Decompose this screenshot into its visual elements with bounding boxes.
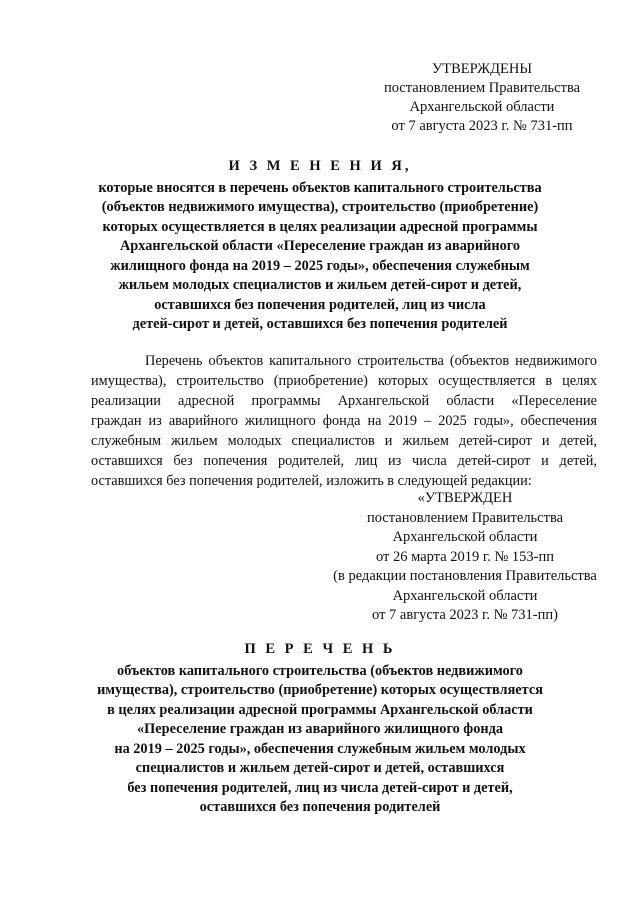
approval-top-line: постановлением Правительства [383, 80, 581, 96]
changes-subtitle-line: (объектов недвижимого имущества), строительство (приобретение) [101, 199, 539, 215]
changes-subtitle-line: жильем молодых специалистов и жильем детей-сирот и детей, [118, 277, 522, 293]
approval-top-line: Архангельской области [409, 99, 555, 115]
approval-second-line: от 7 августа 2023 г. № 731-пп) [372, 607, 558, 623]
changes-heading [80, 157, 560, 335]
list-subtitle-line: без попечения родителей, лиц из числа детей-сирот и детей, [127, 779, 513, 796]
list-subtitle-line: объектов капитального строительства (объектов недвижимого [117, 662, 523, 679]
list-title: П Е Р Е Ч Е Н Ь [244, 641, 396, 657]
list-subtitle-line: оставшихся без попечения родителей [199, 799, 441, 815]
approval-top-line: УТВЕРЖДЕНЫ [431, 61, 533, 77]
approval-second-line: от 26 марта 2019 г. № 153-пп [375, 548, 555, 565]
approval-second-line: Архангельской области [392, 587, 538, 604]
list-subtitle-line: имущества), строительство (приобретение) которых осуществляется [97, 682, 543, 698]
changes-subtitle-line: оставшихся без попечения родителей, лиц из числа [154, 296, 486, 313]
approval-second-line: (в редакции постановления Правительства [333, 568, 597, 584]
body-line: оставшихся без попечения родителей, лиц из числа детей-сирот и детей, [91, 453, 597, 469]
body-line: имущества), строительство (приобретение) которых осуществляется в целях [91, 373, 597, 389]
changes-subtitle-line: Архангельской области «Переселение граждан из аварийного [119, 238, 521, 254]
body-paragraph [91, 351, 597, 491]
approval-stamp-top [372, 60, 592, 136]
list-heading [80, 640, 560, 818]
approval-stamp-second [320, 489, 610, 626]
approval-second-line: Архангельской области [392, 529, 538, 545]
changes-subtitle-line: которые вносятся в перечень объектов капитального строительства [98, 179, 542, 196]
changes-subtitle-line: детей-сирот и детей, оставшихся без попечения родителей [132, 316, 508, 332]
body-line: Перечень объектов капитального строительства (объектов недвижимого [145, 353, 597, 369]
body-line: реализации адресной программы Архангельской области «Переселение [91, 393, 597, 409]
body-line: граждан из аварийного жилищного фонда на 2019 – 2025 годы», обеспечения [91, 413, 597, 429]
list-subtitle-line: «Переселение граждан из аварийного жилищного фонда [137, 721, 503, 737]
list-subtitle-line: в целях реализации адресной программы Архангельской области [107, 701, 533, 718]
body-line: оставшихся без попечения родителей, изложить в следующей редакции: [91, 473, 532, 489]
approval-top-line: от 7 августа 2023 г. № 731-пп [391, 118, 573, 134]
changes-title: И З М Е Н Е Н И Я, [228, 158, 412, 174]
approval-second-line: постановлением Правительства [366, 509, 564, 526]
changes-subtitle-line: жилищного фонда на 2019 – 2025 годы», обеспечения служебным [110, 257, 530, 274]
approval-second-line: «УТВЕРЖДЕН [417, 490, 513, 506]
list-subtitle-line: специалистов и жильем детей-сирот и детей, оставшихся [135, 760, 505, 776]
body-line: служебным жильем молодых специалистов и жильем детей-сирот и детей, [91, 433, 597, 449]
list-subtitle-line: на 2019 – 2025 годы», обеспечения служебным жильем молодых [114, 740, 526, 757]
changes-subtitle-line: которых осуществляется в целях реализации адресной программы [102, 218, 538, 235]
